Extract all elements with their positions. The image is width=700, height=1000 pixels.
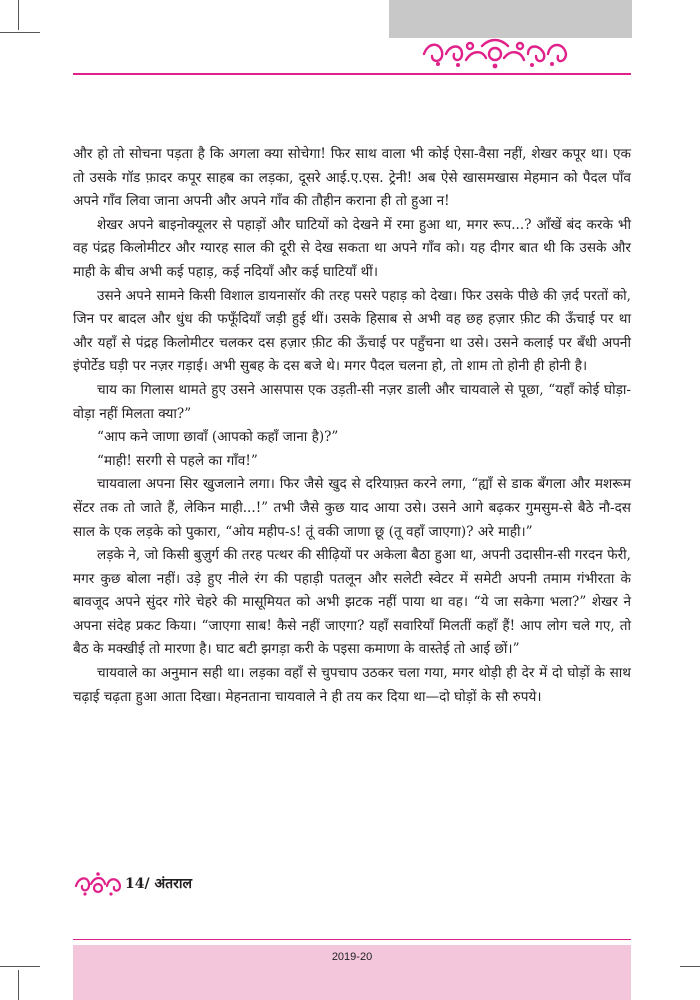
paragraph: चाय का गिलास थामते हुए उसने आसपास एक उड़ती-सी नज़र डाली और चायवाले से पूछा, “यहाँ कोई घोड़ा-वोड़ा नहीं मिलता क्या?” xyxy=(73,381,631,422)
crop-mark xyxy=(0,32,40,33)
footer-rule xyxy=(73,939,631,940)
paragraph: चायवाले का अनुमान सही था। लड़का वहाँ से चुपचाप उठकर चला गया, मगर थोड़ी ही देर में दो घोड़ों के साथ चढ़ाई चढ़ता हुआ आता दिखा। मेहनताना चायवाले ने ही तय कर दिया था—दो घोड़ों के सौ रुपये। xyxy=(73,665,631,705)
paragraph: और हो तो सोचना पड़ता है कि अगला क्या सोचेगा! फिर साथ वाला भी कोई ऐसा-वैसा नहीं, शेखर कपूर था। एक तो उसके गॉड फ़ादर कपूर साहब का लड़का, दूसरे आई.ए.एस. ट्रेनी! अब ऐसे खासमखास मेहमान को पैदल पाँव अपने गाँव लिवा जाना अपनी और अपने गाँव की तौहीन कराना ही तो हुआ न! xyxy=(73,146,631,210)
dialogue-line: “आप कने जाणा छावाँ (आपको कहाँ जाना है)?” xyxy=(97,429,339,446)
paragraph: उसने अपने सामने किसी विशाल डायनासॉर की तरह पसरे पहाड़ को देखा। फिर उसके पीछे की ज़र्द परतों को, जिन पर बादल और धुंध की फफूँदियाँ जड़ी हुई थीं। उसके हिसाब से अभी वह छह हज़ार फ़ीट की ऊँचाई पर था और यहाँ से पंद्रह किलोमीटर चलकर दस हज़ार फ़ीट की ऊँचाई पर पहुँचना था उसे। उसने कलाई पर बँधी अपनी इंपोर्टेड घड़ी पर नज़र गड़ाई। अभी सुबह के दस बजे थे। मगर पैदल चलना हो, तो शाम तो होनी ही होनी है। xyxy=(73,287,631,375)
paragraph: लड़के ने, जो किसी बुज़ुर्ग की तरह पत्थर की सीढ़ियों पर अकेला बैठा हुआ था, अपनी उदासीन-सी गरदन फेरी, मगर कुछ बोला नहीं। उड़े हुए नीले रंग की पहाड़ी पतलून और सलेटी स्वेटर में समेटी अपनी तमाम गंभीरता के बावजूद अपने सुंदर गोरे चेहरे की मासूमियत को अभी झटक नहीं पाया था वह। “ये जा सकेगा भला?” शेखर ने अपना संदेह प्रकट किया। “जाएगा साब! कैसे नहीं जाएगा? यहाँ सवारियाँ मिलतीं कहाँ हैं! आप लोग चले गए, तो बैठ के मक्खीई तो मारणा है। घाट बटी झगड़ा करी के पइसा कमाणा के वास्तेई तो आई छों।” xyxy=(73,547,631,658)
crop-mark xyxy=(680,966,700,967)
crop-mark xyxy=(0,966,40,967)
crop-mark xyxy=(18,970,19,1000)
header-rule xyxy=(73,73,631,75)
footer-band xyxy=(73,945,631,1000)
floral-swirl-small-icon xyxy=(73,870,123,896)
body-text xyxy=(73,143,631,709)
paragraph: चायवाला अपना सिर खुजलाने लगा। फिर जैसे खुद से दरियाफ़्त करने लगा, “ह्याँ से डाक बँगला और मशरूम सेंटर तक तो जाते हैं, लेकिन माही...!” तभी जैसे कुछ याद आया उसे। उसने आगे बढ़कर गुमसुम-से बैठे नौ-दस साल के एक लड़के को पुकारा, “ओय महीप-ऽ! तूं वकी जाणा छू (तू वहाँ जाएगा)? अरे माही।” xyxy=(73,476,631,540)
year-label: 2019-20 xyxy=(331,951,373,963)
paragraph: शेखर अपने बाइनोक्यूलर से पहाड़ों और घाटियों को देखने में रमा हुआ था, मगर रूप...? आँखें बंद करके भी वह पंद्रह किलोमीटर और ग्यारह साल की दूरी से देख सकता था अपने गाँव को। यह दीगर बात थी कि उसके और माही के बीच अभी कई पहाड़, कई नदियाँ और कई घाटियाँ थीं। xyxy=(73,216,631,280)
crop-mark xyxy=(18,0,19,30)
dialogue-line: “माही! सरगी से पहले का गाँव!” xyxy=(97,452,258,469)
floral-swirl-icon xyxy=(420,32,570,72)
page-label: 14/ अंतराल xyxy=(125,876,192,892)
